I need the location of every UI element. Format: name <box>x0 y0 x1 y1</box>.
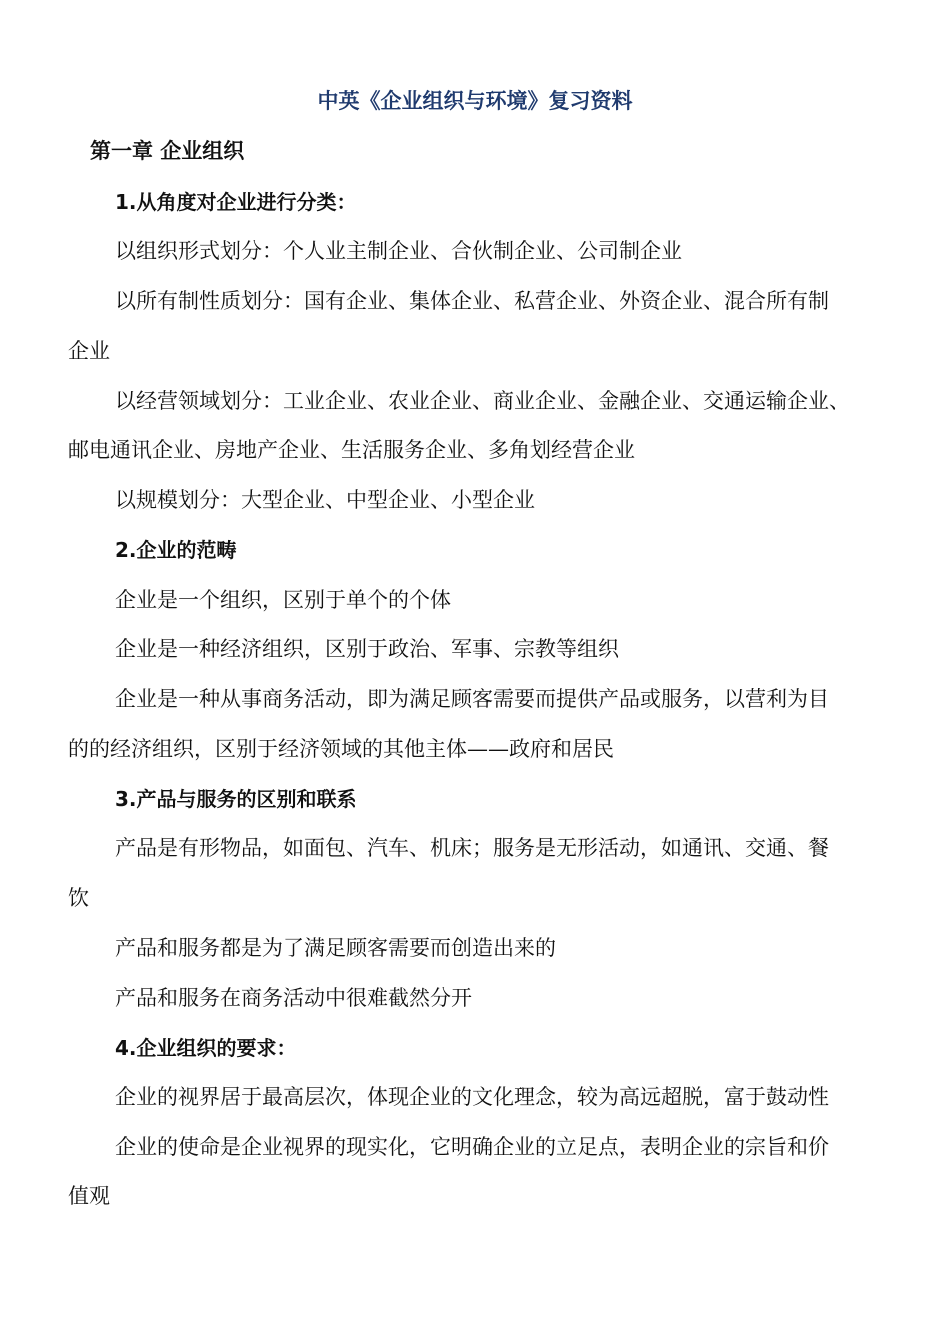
paragraph-line: 产品是有形物品，如面包、汽车、机床；服务是无形活动，如通讯、交通、餐 <box>115 836 829 860</box>
paragraph-line: 以经营领域划分：工业企业、农业企业、商业企业、金融企业、交通运输企业、 <box>115 389 850 413</box>
paragraph-line: 以规模划分：大型企业、中型企业、小型企业 <box>115 488 535 512</box>
paragraph-line: 的的经济组织，区别于经济领域的其他主体——政府和居民 <box>68 737 614 761</box>
document-title: 中英《企业组织与环境》复习资料 <box>317 89 633 113</box>
paragraph-line: 企业的视界居于最高层次，体现企业的文化理念，较为高远超脱，富于鼓动性 <box>115 1085 829 1109</box>
paragraph-line: 企业是一个组织，区别于单个的个体 <box>115 588 451 612</box>
section-heading: 1.从角度对企业进行分类： <box>115 190 357 214</box>
paragraph-line: 产品和服务都是为了满足顾客需要而创造出来的 <box>115 936 556 960</box>
paragraph-line: 产品和服务在商务活动中很难截然分开 <box>115 986 472 1010</box>
paragraph-line: 值观 <box>68 1184 110 1208</box>
paragraph-line: 企业是一种经济组织，区别于政治、军事、宗教等组织 <box>115 637 619 661</box>
section-heading: 3.产品与服务的区别和联系 <box>115 787 357 811</box>
paragraph-line: 邮电通讯企业、房地产企业、生活服务企业、多角划经营企业 <box>68 438 635 462</box>
paragraph-line: 企业 <box>68 339 110 363</box>
paragraph-line: 饮 <box>68 886 89 910</box>
paragraph-line: 企业是一种从事商务活动，即为满足顾客需要而提供产品或服务，以营利为目 <box>115 687 829 711</box>
paragraph-line: 以组织形式划分：个人业主制企业、合伙制企业、公司制企业 <box>115 239 682 263</box>
paragraph-line: 以所有制性质划分：国有企业、集体企业、私营企业、外资企业、混合所有制 <box>115 289 829 313</box>
paragraph-line: 企业的使命是企业视界的现实化，它明确企业的立足点，表明企业的宗旨和价 <box>115 1135 829 1159</box>
section-heading: 2.企业的范畴 <box>115 538 237 562</box>
section-heading: 4.企业组织的要求： <box>115 1036 297 1060</box>
chapter-heading: 第一章 企业组织 <box>90 139 245 163</box>
